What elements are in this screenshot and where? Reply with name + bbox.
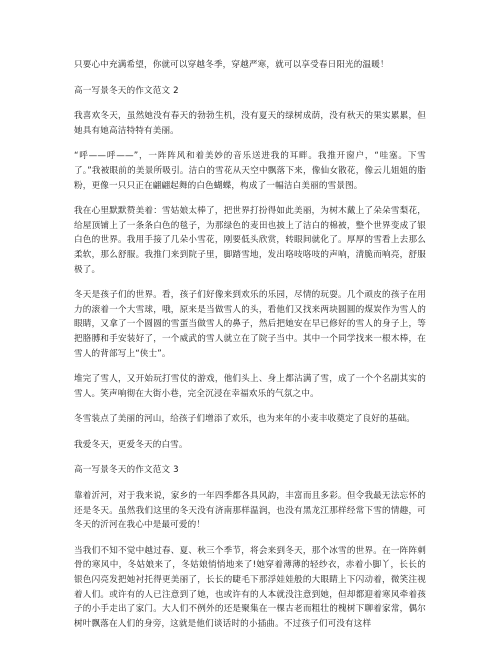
article-body [74, 58, 426, 642]
paragraph-11: 靠着沂河，对于我来说，家乡的一年四季都各具风韵，丰富而且多彩。但令我最无法忘怀的还是冬天。虽然我们这里的冬天没有济南那样温润，也没有黑龙江那样经常下雪的情趣，可冬天的沂河在我心中是最可爱的！ [74, 491, 426, 531]
paragraph-9: 我爱冬天，更爱冬天的白雪。 [74, 439, 188, 450]
section-heading-3: 高一写景冬天的作文范文 3 [74, 465, 179, 476]
paragraph-8: 冬雪装点了美丽的河山，给孩子们增添了欢乐，也为来年的小麦丰收奠定了良好的基础。 [74, 414, 416, 425]
paragraph-5: 我在心里默默赞美着：雪姑娘太棒了，把世界打扮得如此美丽，为树木戴上了朵朵雪梨花，给屋顶铺上了一条条白色的毯子，为那绿色的麦田也披上了洁白的棉被，整个世界变成了银白色的世界。我用手接了几朵小雪花，刚要低头欣赏，转眼间就化了。厚厚的雪看上去那么柔软，那么舒服。我推门来到院子里，脚踏雪地，发出咯吱咯吱的声响，清脆而响亮，舒服极了。 [74, 206, 426, 275]
paragraph-3: 我喜欢冬天，虽然她没有春天的勃勃生机，没有夏天的绿树成荫，没有秋天的果实累累，但她具有她高洁特特有美丽。 [74, 111, 426, 136]
section-heading-2: 高一写景冬天的作文范文 2 [74, 85, 179, 96]
paragraph-1: 只要心中充满希望，你就可以穿越冬季，穿越严寒，就可以享受春日阳光的温暖！ [74, 60, 389, 70]
paragraph-7: 堆完了雪人，又开始玩打雪仗的游戏，他们头上、身上都沾满了雪，成了一个个名副其实的雪人。笑声响彻在大街小巷，完全沉浸在幸福欢乐的气氛之中。 [74, 374, 426, 399]
paragraph-4: “呼——呼——”，一阵阵风和着美妙的音乐送进我的耳畔。我推开窗户，“哇塞。下雪了。”我被眼前的美景所吸引。洁白的雪花从天空中飘落下来，像仙女散花，像云儿姐姐的脂粉，更像一只只正在翩翩起舞的白色蝴蝶，构成了一幅洁白美丽的雪景图。 [74, 151, 426, 191]
paragraph-12: 当我们不知不觉中越过春、夏、秋三个季节，将会来到冬天，那个冰雪的世界。在一阵阵刺骨的寒风中，冬姑娘来了，冬姑娘悄悄地来了!她穿着薄薄的轻纱衣，赤着小脚丫，长长的银色闪亮发把她衬托得更美丽了，长长的睫毛下那浮娃娃般的大眼睛上下闪动着，微笑注视着人们。或许有的人已注意到了她，也或许有的人本就没注意到她，但却都迎着寒风牵着孩子的小手走出了家门。大人们不例外的还是聚集在一棵古老而粗壮的槐树下聊着家常，偶尔树叶飘落在人们的身旁，这就是他们谈话时的小插曲。不过孩子们可没有这样 [74, 545, 426, 629]
paragraph-6: 冬天是孩子们的世界。看，孩子们好像来到欢乐的乐园，尽情的玩耍。几个顽皮的孩子在用力的滚着一个大雪球，哦，原来是当做雪人的头，看他们又找来两块圆圆的煤炭作为雪人的眼睛，又拿了一个圆圆的雪蛋当做雪人的鼻子，然后把她安在早已修好的雪人的身子上，等把胳膊和手安装好了，一个威武的雪人就立在了院子当中。其中一个同学找来一根木棒，在雪人的背部写上“侠士”。 [74, 290, 426, 359]
